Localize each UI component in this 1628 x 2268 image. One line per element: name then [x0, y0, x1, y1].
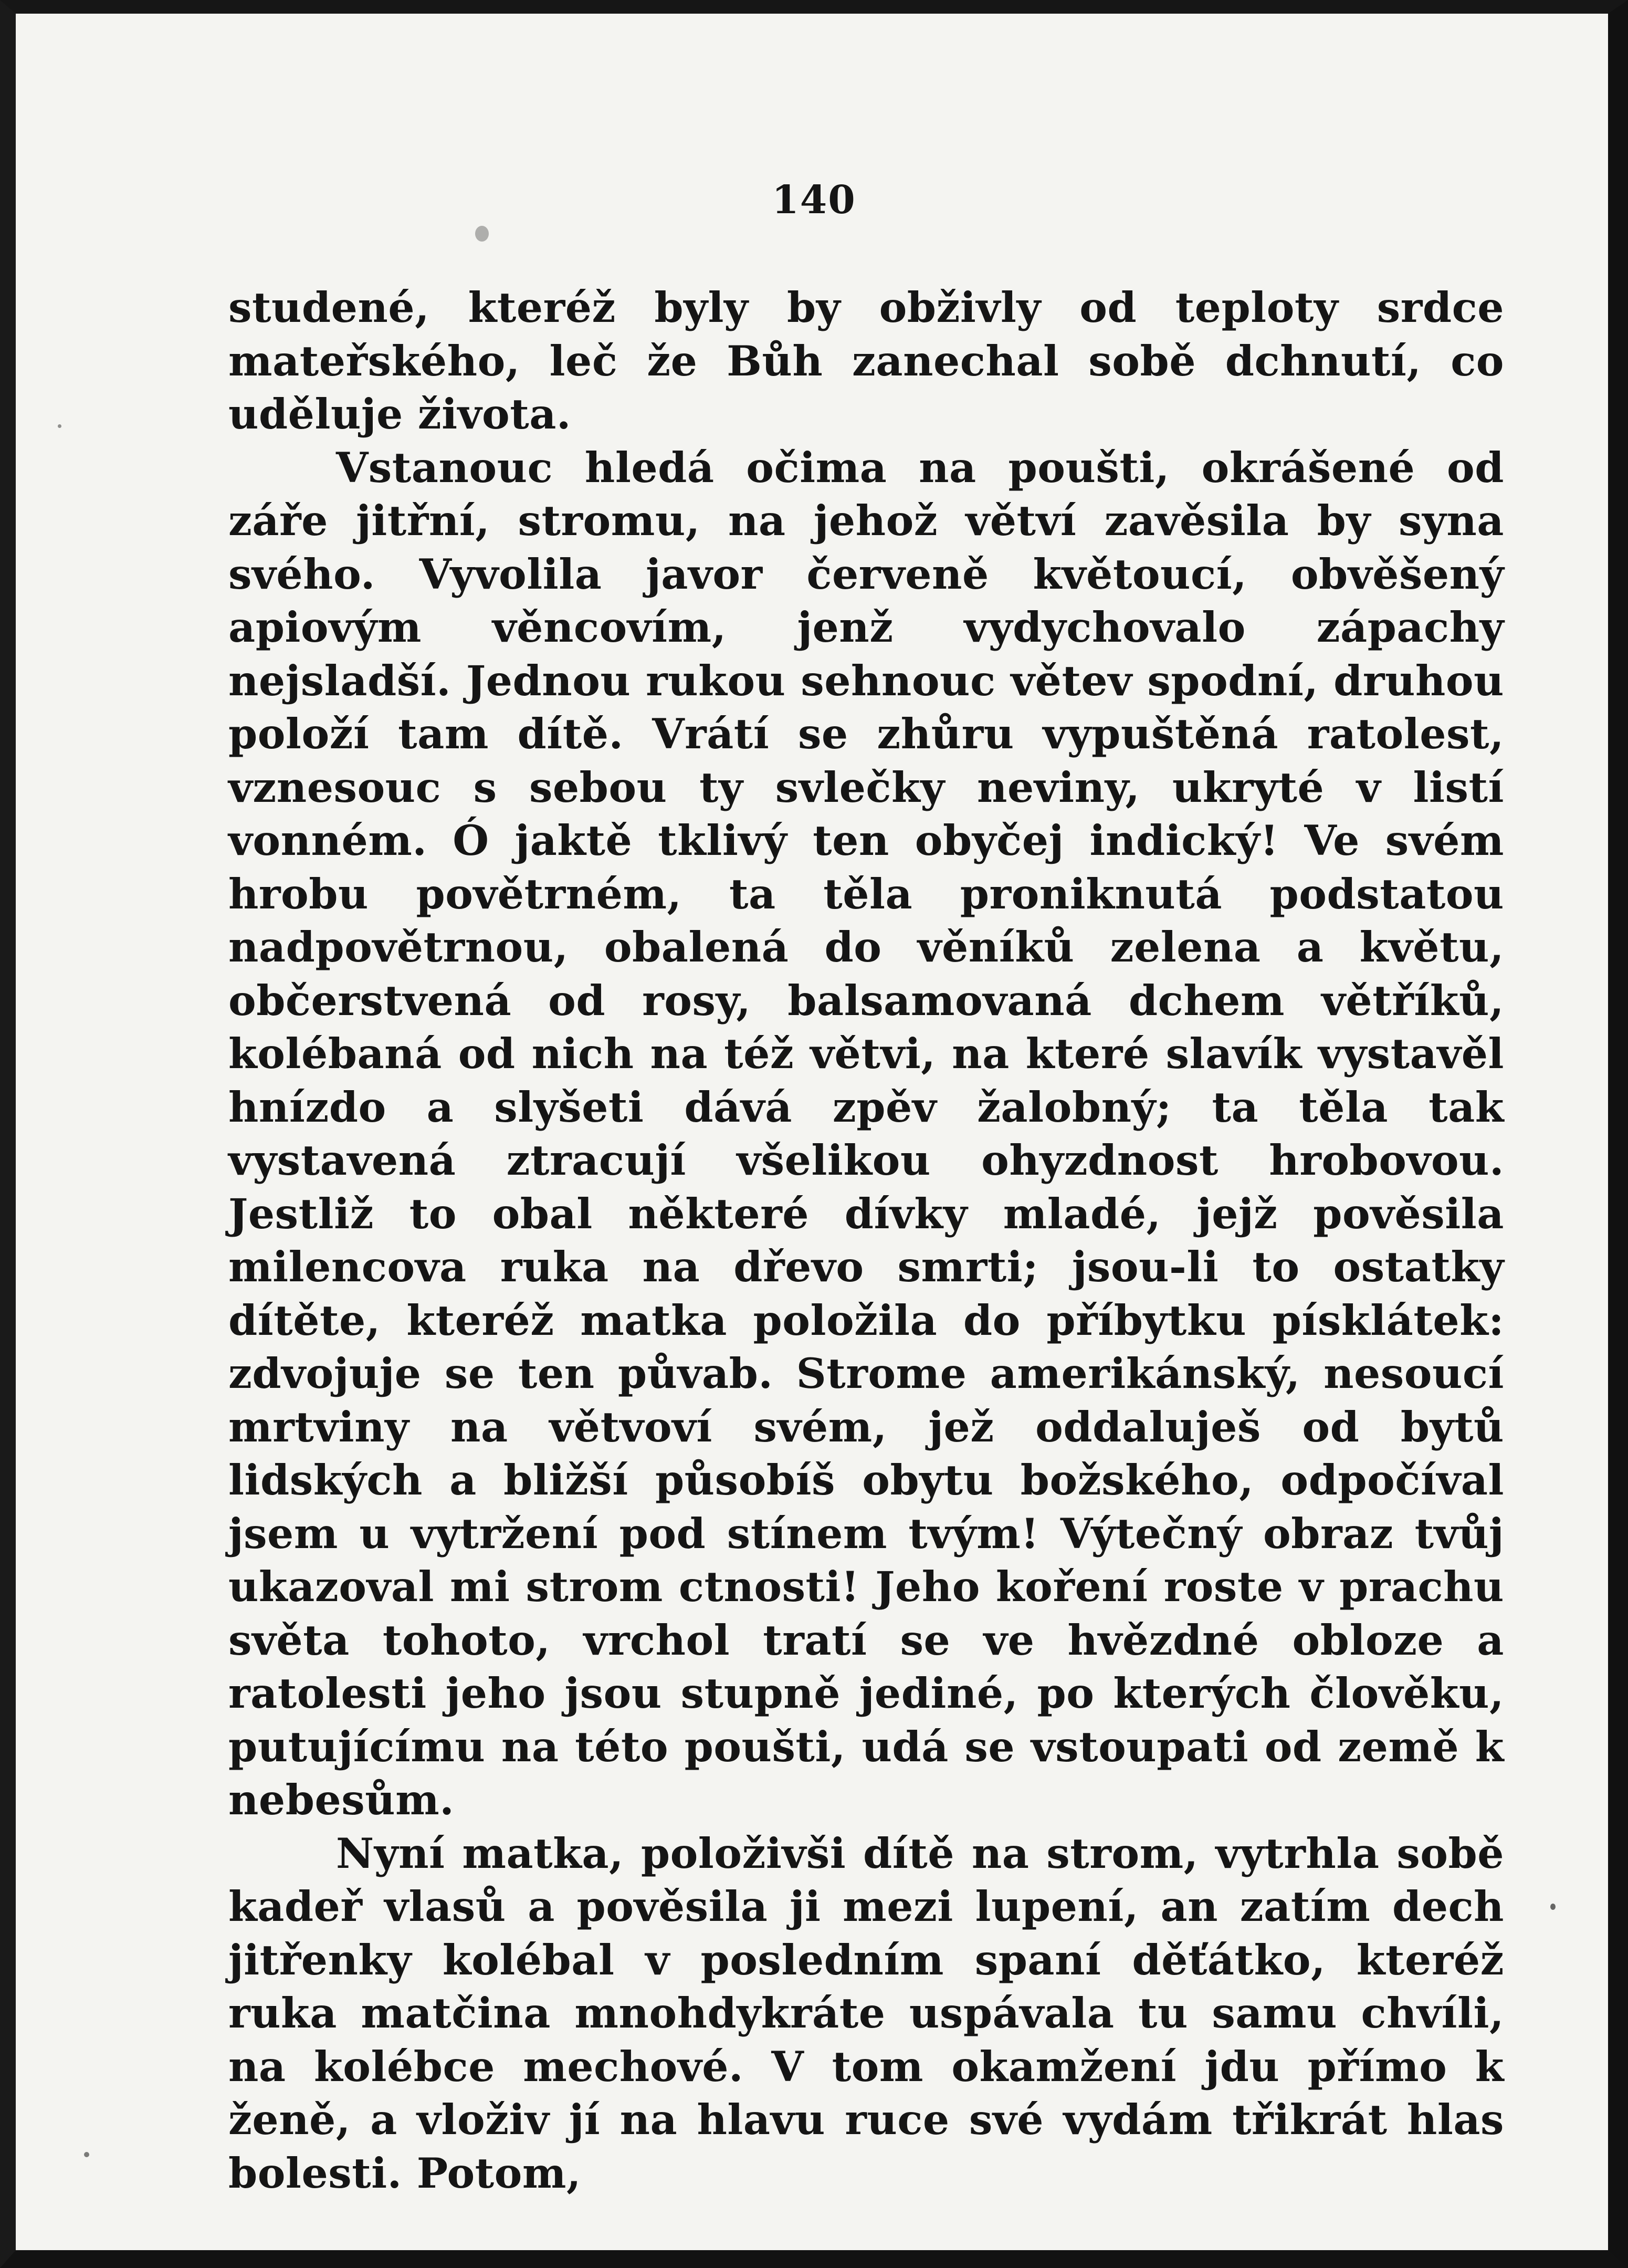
- scan-speck: [475, 226, 489, 242]
- page-number: 140: [772, 177, 856, 223]
- paragraph-2: Vstanouc hledá očima na poušti, okrášené od záře jitřní, stromu, na jehož větví zavěsila by syna svého. Vyvolila javor červeně květoucí, obvěšený apiovým věncovím, jenž vydychovalo zápachy nejsladší. Jednou rukou sehnouc větev spodní, druhou položí tam dítě. Vrátí se zhůru vypuštěná ratolest, vznesouc s sebou ty svlečky neviny, ukryté v listí vonném. Ó jaktě tklivý ten obyčej indický! Ve svém hrobu povětrném, ta těla proniknutá podstatou nadpovětrnou, obalená do věníků zelena a květu, občerstvená od rosy, balsamovaná dchem větříků, kolébaná od nich na též větvi, na které slavík vystavěl hnízdo a slyšeti dává zpěv žalobný; ta těla tak vystavená ztracují všelikou ohyzdnost hrobovou. Jestliž to obal některé dívky mladé, jejž pověsila milencova ruka na dřevo smrti; jsou-li to ostatky dítěte, kteréž matka položila do příbytku písklátek: zdvojuje se ten půvab. Strome amerikánský, nesoucí mrtviny na větvoví svém, jež oddaluješ od bytů lidských a bližší působíš obytu božského, odpočíval jsem u vytržení pod stínem tvým! Výtečný obraz tvůj ukazoval mi strom ctnosti! Jeho koření roste v prachu světa tohoto, vrchol tratí se ve hvězdné obloze a ratolesti jeho jsou stupně jediné, po kterých člověku, putujícímu na této poušti, udá se vstoupati od země k nebesům.: [228, 443, 1504, 1824]
- body-text: [228, 281, 1504, 2200]
- scan-speck: [84, 2152, 89, 2157]
- scan-speck: [58, 424, 61, 428]
- scan-speck: [1550, 1904, 1556, 1910]
- paragraph-1: studené, kteréž byly by obživly od teploty srdce mateřského, leč že Bůh zanechal sobě dchnutí, co uděluje života.: [228, 283, 1504, 438]
- paragraph-3: Nyní matka, položivši dítě na strom, vytrhla sobě kadeř vlasů a pověsila ji mezi lupení, an zatím dech jitřenky kolébal v posledním spaní děťátko, kteréž ruka matčina mnohdykráte uspávala tu samu chvíli, na kolébce mechové. V tom okamžení jdu přímo k ženě, a vloživ jí na hlavu ruce své vydám třikrát hlas bolesti. Potom,: [228, 1828, 1504, 2198]
